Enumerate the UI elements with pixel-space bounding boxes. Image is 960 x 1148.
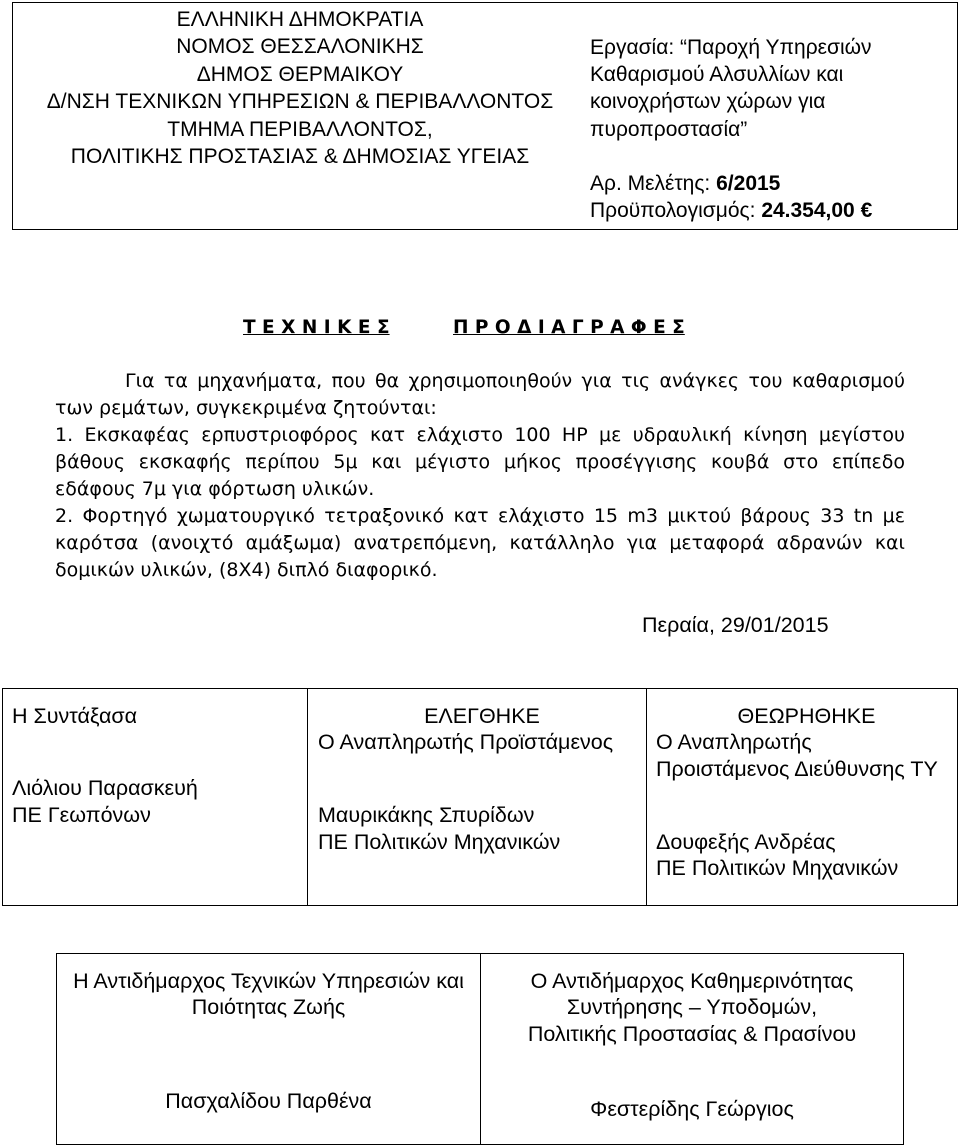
signature-author bbox=[3, 689, 308, 905]
project-title-line: Καθαρισμού Αλσυλλίων και bbox=[590, 63, 844, 87]
item-1-line: 1. Εκσκαφέας ερπυστριοφόρος κατ ελάχιστο 100 HP με υδραυλική κίνηση μεγίστου bbox=[55, 424, 905, 446]
authority-line-department: ΤΜΗΜΑ ΠΕΡΙΒΑΛΛΟΝΤΟΣ, bbox=[167, 117, 433, 141]
author-specialty: ΠΕ Γεωπόνων bbox=[12, 803, 151, 828]
signatures-table bbox=[2, 688, 958, 906]
budget-label: Προϋπολογισμός: bbox=[590, 199, 756, 223]
approved-name-block bbox=[656, 829, 957, 882]
project-title-line: κοινοχρήστων χώρων για bbox=[590, 90, 826, 114]
approved-status: ΘΕΩΡΗΘΗΚΕ bbox=[737, 703, 876, 728]
specifications-text bbox=[55, 368, 905, 584]
item-1-line: εδάφους 7μ για φόρτωση υλικών. bbox=[55, 478, 375, 500]
intro-line: Για τα μηχανήματα, που θα χρησιμοποιηθούν για τις ανάγκες του καθαρισμού bbox=[125, 370, 905, 392]
project-title-line: πυροπροστασία” bbox=[590, 117, 748, 141]
deputy-mayors-table bbox=[56, 953, 904, 1145]
study-number-value: 6/2015 bbox=[716, 172, 781, 195]
deputy-mayor-daily-role-line: Πολιτικής Προστασίας & Πρασίνου bbox=[527, 1022, 857, 1047]
deputy-mayor-technical-role-line: Η Αντιδήμαρχος Τεχνικών Υπηρεσιών και bbox=[73, 968, 464, 993]
project-info bbox=[590, 34, 872, 224]
project-title-line: Εργασία: “Παροχή Υπηρεσιών bbox=[590, 36, 872, 59]
deputy-mayor-daily-role-line: Συντήρησης – Υποδομών, bbox=[566, 995, 818, 1020]
approved-role-line: Ο Αναπληρωτής bbox=[656, 730, 812, 755]
deputy-mayor-daily-affairs bbox=[481, 954, 903, 1144]
author-name: Λιόλιου Παρασκευή bbox=[12, 776, 198, 801]
intro-line: των ρεμάτων, συγκεκριμένα ζητούνται: bbox=[55, 397, 437, 419]
author-name-block bbox=[12, 775, 307, 828]
checked-specialty: ΠΕ Πολιτικών Μηχανικών bbox=[318, 829, 561, 854]
signature-checked bbox=[308, 689, 647, 905]
authority-line-municipality: ΔΗΜΟΣ ΘΕΡΜΑΙΚΟΥ bbox=[196, 62, 404, 86]
document-title-word-2: Π Ρ Ο Δ Ι Α Γ Ρ Α Φ Ε Σ bbox=[453, 317, 685, 338]
deputy-mayor-daily-name: Φεστερίδης Γεώργιος bbox=[590, 1096, 794, 1121]
signature-approved bbox=[647, 689, 957, 905]
checked-role: Ο Αναπληρωτής Προϊστάμενος bbox=[318, 730, 614, 755]
authority-line-department-cont: ΠΟΛΙΤΙΚΗΣ ΠΡΟΣΤΑΣΙΑΣ & ΔΗΜΟΣΙΑΣ ΥΓΕΙΑΣ bbox=[70, 145, 530, 169]
study-number-line bbox=[590, 170, 872, 197]
issuing-authority bbox=[12, 6, 588, 170]
approved-role-line: Προιστάμενος Διεύθυνσης ΤΥ bbox=[656, 757, 938, 782]
checked-name: Μαυρικάκης Σπυρίδων bbox=[318, 803, 535, 828]
author-role: Η Συντάξασα bbox=[12, 703, 138, 728]
study-number-label: Αρ. Μελέτης: bbox=[590, 172, 711, 195]
authority-line-country: ΕΛΛΗΝΙΚΗ ΔΗΜΟΚΡΑΤΙΑ bbox=[176, 8, 424, 31]
document-title-word-1: Τ Ε Χ Ν Ι Κ Ε Σ bbox=[243, 317, 390, 338]
checked-status: ΕΛΕΓΘΗΚΕ bbox=[424, 703, 540, 728]
item-2-line: καρότσα (ανοιχτό αμάξωμα) ανατρεπόμενη, κατάλληλο για μεταφορά αδρανών και bbox=[55, 532, 905, 554]
deputy-mayor-daily-role-line: Ο Αντιδήμαρχος Καθημερινότητας bbox=[530, 968, 854, 993]
budget-value: 24.354,00 bbox=[761, 199, 855, 223]
item-1-line: βάθους εκσκαφής περίπου 5μ και μέγιστο μήκος προσέγγισης κουβά στο επίπεδο bbox=[55, 451, 905, 473]
place-date: Περαία, 29/01/2015 bbox=[642, 613, 829, 637]
item-2-line: 2. Φορτηγό χωματουργικό τετραξονικό κατ ελάχιστο 15 m3 μικτού βάρους 33 tn με bbox=[55, 505, 905, 527]
checked-name-block bbox=[318, 802, 646, 855]
deputy-mayor-technical-role-line: Ποιότητας Ζωής bbox=[191, 995, 346, 1020]
deputy-mayor-technical-name: Πασχαλίδου Παρθένα bbox=[165, 1088, 372, 1113]
approved-name: Δουφεξής Ανδρέας bbox=[656, 829, 836, 854]
approved-specialty: ΠΕ Πολιτικών Μηχανικών bbox=[656, 856, 899, 881]
currency-symbol: € bbox=[860, 199, 873, 223]
item-2-line: δομικών υλικών, (8Χ4) διπλό διαφορικό. bbox=[55, 559, 438, 581]
deputy-mayor-technical bbox=[57, 954, 481, 1144]
authority-line-prefecture: ΝΟΜΟΣ ΘΕΣΣΑΛΟΝΙΚΗΣ bbox=[176, 35, 424, 59]
authority-line-directorate: Δ/ΝΣΗ ΤΕΧΝΙΚΩΝ ΥΠΗΡΕΣΙΩΝ & ΠΕΡΙΒΑΛΛΟΝΤΟΣ bbox=[46, 90, 554, 114]
budget-line bbox=[590, 197, 872, 224]
